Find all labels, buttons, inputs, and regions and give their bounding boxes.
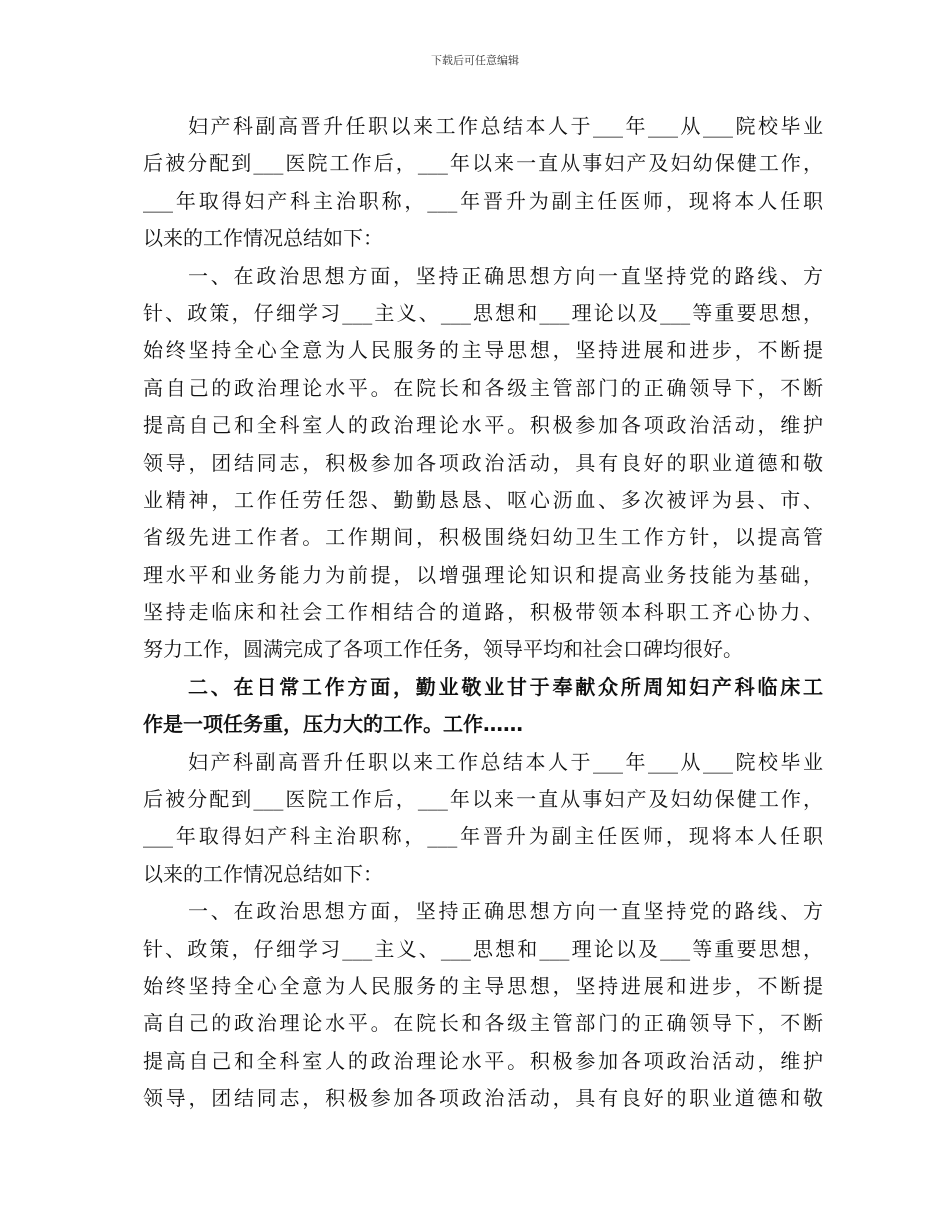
paragraph-line: 领导，团结同志，积极参加各项政治活动，具有良好的职业道德和敬 — [143, 450, 823, 475]
paragraph-line: 一、在政治思想方面，坚持正确思想方向一直坚持党的路线、方 — [188, 899, 823, 924]
paragraph-line: 后被分配到___医院工作后，___年以来一直从事妇产及妇幼保健工作， — [143, 151, 823, 176]
paragraph-line: 以来的工作情况总结如下： — [143, 861, 383, 886]
page-header: 下载后可任意编辑 — [431, 54, 519, 67]
paragraph-line: 提高自己和全科室人的政治理论水平。积极参加各项政治活动，维护 — [143, 1048, 823, 1073]
paragraph-line: 努力工作，圆满完成了各项工作任务，领导平均和社会口碑均很好。 — [143, 637, 743, 662]
paragraph-line: 理水平和业务能力为前提，以增强理论知识和提高业务技能为基础， — [143, 562, 823, 587]
document-body — [143, 108, 823, 1118]
paragraph-line: 高自己的政治理论水平。在院长和各级主管部门的正确领导下，不断 — [143, 375, 823, 400]
paragraph-line: 始终坚持全心全意为人民服务的主导思想，坚持进展和进步，不断提 — [143, 338, 823, 363]
paragraph-line: 妇产科副高晋升任职以来工作总结本人于___年___从___院校毕业 — [188, 114, 823, 138]
paragraph-line: 坚持走临床和社会工作相结合的道路，积极带领本科职工齐心协力、 — [143, 600, 823, 625]
paragraph-line: 省级先进工作者。工作期间，积极围绕妇幼卫生工作方针，以提高管 — [143, 525, 823, 550]
paragraph-line: ___年取得妇产科主治职称，___年晋升为副主任医师，现将本人任职 — [143, 188, 823, 213]
paragraph-line: 一、在政治思想方面，坚持正确思想方向一直坚持党的路线、方 — [188, 263, 823, 288]
paragraph-line: 以来的工作情况总结如下： — [143, 226, 383, 251]
section-heading-line: 二、在日常工作方面，勤业敬业甘于奉献众所周知妇产科临床工 — [188, 674, 823, 699]
paragraph-line: 始终坚持全心全意为人民服务的主导思想，坚持进展和进步，不断提 — [143, 973, 823, 998]
paragraph-line: 提高自己和全科室人的政治理论水平。积极参加各项政治活动，维护 — [143, 413, 823, 438]
paragraph-line: 妇产科副高晋升任职以来工作总结本人于___年___从___院校毕业 — [188, 749, 823, 774]
paragraph-line: 后被分配到___医院工作后，___年以来一直从事妇产及妇幼保健工作， — [143, 787, 823, 812]
paragraph-line: 针、政策，仔细学习___主义、___思想和___理论以及___等重要思想， — [143, 936, 823, 961]
paragraph-line: 高自己的政治理论水平。在院长和各级主管部门的正确领导下，不断 — [143, 1011, 823, 1036]
paragraph-line: 针、政策，仔细学习___主义、___思想和___理论以及___等重要思想， — [143, 300, 823, 325]
paragraph-line: 领导，团结同志，积极参加各项政治活动，具有良好的职业道德和敬 — [143, 1086, 823, 1111]
paragraph-line: ___年取得妇产科主治职称，___年晋升为副主任医师，现将本人任职 — [143, 824, 823, 849]
paragraph-line: 业精神，工作任劳任怨、勤勤恳恳、呕心沥血、多次被评为县、市、 — [143, 487, 823, 512]
section-heading-line: 作是一项任务重，压力大的工作。工作…… — [143, 712, 523, 737]
